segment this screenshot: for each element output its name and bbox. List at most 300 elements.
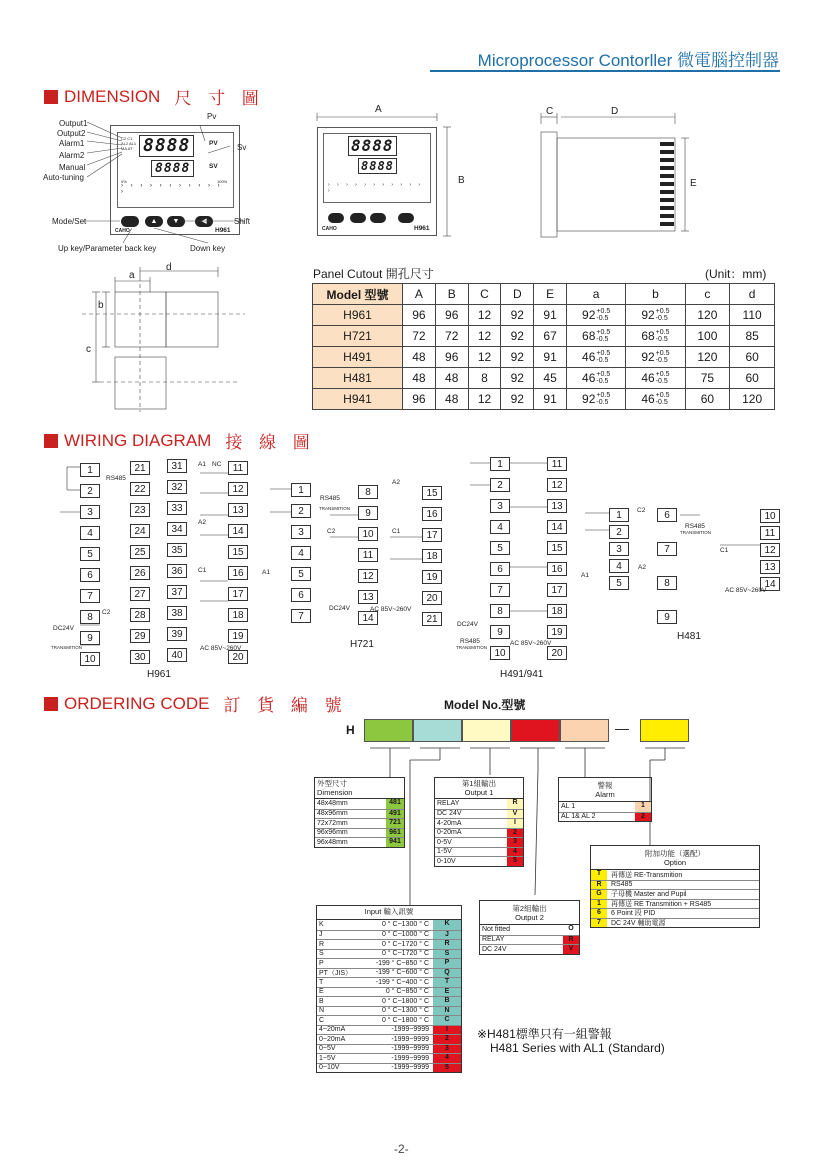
code-letter: 1 <box>635 802 651 812</box>
code-letter: 7 <box>591 919 607 928</box>
option-code-table: 附加功能（選配） Option T 再傳送 RE-Transmition R RS485 G 子母機 Master and Pupil 1 再傳送 RE Transmition + RS485 6 6 Point 段 PID 7 DC 24V 輔助電源 <box>590 845 760 928</box>
terminal: 8 <box>490 604 510 618</box>
code-desc: P <box>319 959 324 967</box>
table-header-row: Model 型號 A B C D E a b c d <box>313 284 775 305</box>
wiring-tag-rs485: RS485 <box>320 495 340 502</box>
tolerance: +0.5 -0.5 <box>655 350 670 365</box>
terminal: 4 <box>609 559 629 573</box>
code-letter: I <box>507 819 523 828</box>
led-labels: C2 C1 AL2 AL1 MA AT <box>121 136 137 151</box>
side-dimension-diagram <box>535 104 705 244</box>
code-desc: 0~10V <box>319 1064 340 1072</box>
up-key[interactable]: ▲ <box>145 216 163 227</box>
wiring-tag-dc24v: DC24V <box>329 605 350 612</box>
wiring-model-label: H721 <box>350 639 374 650</box>
model-cell: H491 <box>313 347 403 368</box>
terminal: 6 <box>490 562 510 576</box>
label-down-key: Down key <box>190 244 226 253</box>
code-letter: Q <box>433 969 461 978</box>
cell-b: 46 +0.5 -0.5 <box>626 368 685 389</box>
model-cell: H961 <box>313 305 403 326</box>
code-desc: 0~5V <box>319 1045 336 1053</box>
dim-a-small-label: a <box>129 270 135 281</box>
cell-E: 91 <box>534 347 567 368</box>
code-letter: K <box>433 920 461 930</box>
terminal: 2 <box>490 478 510 492</box>
label-output1: Output1 <box>59 119 88 128</box>
code-letter: 3 <box>507 838 523 847</box>
terminal: 30 <box>130 650 150 664</box>
code-range: 0 ° C~1720 ° C <box>381 950 429 958</box>
terminal: 12 <box>547 478 567 492</box>
code-desc: 再傳送 RE Transmition + RS485 <box>611 900 712 908</box>
cell-d: 85 <box>730 326 775 347</box>
code-range: -1999~9999 <box>391 1035 429 1043</box>
code-range: -1999~9999 <box>391 1045 429 1053</box>
tolerance: +0.5 -0.5 <box>655 308 670 323</box>
code-letter: 4 <box>507 848 523 857</box>
dim-c-label: C <box>546 106 554 117</box>
section-title-wiring: WIRING DIAGRAM 接 線 圖 <box>44 428 316 453</box>
cell-B: 72 <box>435 326 468 347</box>
terminal: 13 <box>760 560 780 574</box>
label-up-key: Up key/Parameter back key <box>58 244 157 253</box>
code-letter: 941 <box>386 838 404 847</box>
code-range: -199 ° C~850 ° C <box>375 959 429 967</box>
model-cell: H481 <box>313 368 403 389</box>
terminal: 40 <box>167 648 187 662</box>
code-row <box>591 870 759 880</box>
code-desc: 96x48mm <box>317 838 348 846</box>
label-auto-tuning: Auto-tuning <box>43 173 84 182</box>
wiring-tag-transmition: TRANSMITION <box>319 506 350 511</box>
wiring-tag-c1: C1 <box>198 567 207 574</box>
code-desc: DC 24V <box>437 810 462 818</box>
dim-b-small-label: b <box>98 300 104 311</box>
section-marker <box>44 434 58 448</box>
model-cell: H721 <box>313 326 403 347</box>
cell-a: 92 +0.5 -0.5 <box>566 305 625 326</box>
dim-e-label: E <box>690 178 697 189</box>
wiring-tag-transmition: TRANSMITION <box>456 645 487 650</box>
terminal: 3 <box>80 505 100 519</box>
brand-logo: CAHO <box>115 228 130 234</box>
code-range: -1999~9999 <box>391 1026 429 1034</box>
cell-C: 8 <box>468 368 501 389</box>
wiring-tag-c1: C1 <box>720 547 729 554</box>
terminal: 1 <box>490 457 510 471</box>
tolerance: +0.5 -0.5 <box>596 350 611 365</box>
code-row <box>317 939 461 949</box>
dim-d-small-label: d <box>166 262 172 273</box>
code-letter: R <box>591 881 607 890</box>
wiring-tag-c2: C2 <box>637 507 646 514</box>
wiring-tag-c1: C1 <box>392 528 401 535</box>
wiring-tag-rs485: RS485 <box>460 638 480 645</box>
terminal: 28 <box>130 608 150 622</box>
pv-display-small: 8888 <box>348 136 397 156</box>
terminal: 20 <box>228 650 248 664</box>
terminal: 29 <box>130 629 150 643</box>
terminal: 12 <box>760 543 780 557</box>
code-letter: 4 <box>433 1054 461 1063</box>
code-row <box>480 935 579 945</box>
terminal: 34 <box>167 522 187 536</box>
code-slot-2 <box>413 719 462 742</box>
terminal: 25 <box>130 545 150 559</box>
page-header-title: Microprocessor Contorller 微電腦控制器 <box>477 51 779 70</box>
code-desc: R <box>319 940 325 948</box>
wiring-tag-ac: AC 85V~260V <box>200 645 242 652</box>
label-pv: Pv <box>207 112 217 121</box>
terminal: 9 <box>490 625 510 639</box>
code-letter: R <box>507 799 523 809</box>
wiring-tag-a1: A1 <box>262 569 270 576</box>
tolerance: +0.5 -0.5 <box>596 329 611 344</box>
terminal: 9 <box>80 631 100 645</box>
terminal: 9 <box>358 506 378 520</box>
cell-A: 96 <box>403 389 436 410</box>
wiring-tag-a2: A2 <box>198 519 206 526</box>
terminal: 12 <box>358 569 378 583</box>
section-title-dimension: DIMENSION 尺 寸 圖 <box>44 84 265 109</box>
terminal: 2 <box>609 525 629 539</box>
code-letter: 2 <box>635 813 651 822</box>
cell-A: 96 <box>403 305 436 326</box>
terminal: 7 <box>291 609 311 623</box>
cell-a: 68 +0.5 -0.5 <box>566 326 625 347</box>
code-row <box>317 1025 461 1035</box>
front-dimension-diagram <box>312 100 482 240</box>
cell-C: 12 <box>468 347 501 368</box>
code-letter: O <box>563 925 579 935</box>
code-row <box>317 949 461 959</box>
code-letter: 481 <box>386 799 404 809</box>
wiring-tag-rs485: RS485 <box>685 523 705 530</box>
code-letter: J <box>433 931 461 940</box>
model-cell: H941 <box>313 389 403 410</box>
terminal: 5 <box>490 541 510 555</box>
tolerance: +0.5 -0.5 <box>655 392 670 407</box>
code-desc: 4~20mA <box>319 1026 346 1034</box>
code-row <box>317 1063 461 1073</box>
code-desc: T <box>319 978 324 986</box>
terminal: 10 <box>80 652 100 666</box>
code-desc: J <box>319 931 323 939</box>
code-row <box>435 799 523 809</box>
panel-cutout-table <box>312 283 775 410</box>
model-label: H961 <box>215 227 231 234</box>
terminal: 3 <box>490 499 510 513</box>
code-letter: 5 <box>507 857 523 866</box>
note-chinese: ※H481標準只有一組警報 <box>477 1027 612 1041</box>
code-row <box>317 987 461 997</box>
code-desc: 72x72mm <box>317 819 348 827</box>
code-row <box>317 1015 461 1025</box>
terminal: 5 <box>291 567 311 581</box>
terminal: 20 <box>547 646 567 660</box>
cell-d: 60 <box>730 368 775 389</box>
code-range: -1999~9999 <box>391 1064 429 1072</box>
cell-C: 12 <box>468 326 501 347</box>
code-desc: K <box>319 921 324 929</box>
sv-display-small: 8888 <box>358 158 397 174</box>
code-desc: 0~20mA <box>319 1035 346 1043</box>
cell-E: 91 <box>534 389 567 410</box>
terminal: 13 <box>547 499 567 513</box>
code-row <box>317 930 461 940</box>
label-output2: Output2 <box>57 129 86 138</box>
input-code-table: Input 輸入訊號 K 0 ° C~1300 ° C K J 0 ° C~1000 ° C J R 0 ° C~1720 ° C R S 0 ° C~1720 ° C S P -199 ° C~850 ° C P PT（JIS） -199 ° C~600 ° C Q T -199 ° C~400 ° C T E 0 ° C~850 ° C E B 0 ° C~1800 ° C B N 0 ° C~1300 ° C N C 0 ° C~1800 ° C C 4~20mA -1999~9999 I 0~20mA -1999~9999 2 0~5V -1999~9999 3 1~5V -1999~9999 4 0~10V -1999~9999 5 <box>316 905 462 1073</box>
code-desc: 1-5V <box>437 848 452 856</box>
tolerance: +0.5 -0.5 <box>596 371 611 386</box>
terminal: 19 <box>228 629 248 643</box>
terminal: 18 <box>228 608 248 622</box>
terminal: 17 <box>422 528 442 542</box>
cell-C: 12 <box>468 305 501 326</box>
cell-d: 120 <box>730 389 775 410</box>
cell-b: 46 +0.5 -0.5 <box>626 389 685 410</box>
code-row <box>315 828 404 838</box>
tolerance: +0.5 -0.5 <box>596 308 611 323</box>
code-row <box>435 809 523 819</box>
sv-display: 8888 <box>151 160 194 177</box>
code-letter: 2 <box>433 1035 461 1044</box>
terminal: 8 <box>657 576 677 590</box>
terminal: 10 <box>358 527 378 541</box>
terminal: 4 <box>291 546 311 560</box>
dim-a-label: A <box>375 104 382 115</box>
label-sv: Sv <box>237 143 247 152</box>
code-letter: T <box>591 870 607 880</box>
cell-E: 91 <box>534 305 567 326</box>
cell-d: 60 <box>730 347 775 368</box>
code-letter: 5 <box>433 1064 461 1073</box>
section-marker <box>44 697 58 711</box>
label-alarm2: Alarm2 <box>59 151 85 160</box>
code-row <box>480 925 579 935</box>
code-range: -1999~9999 <box>391 1054 429 1062</box>
code-desc: 1~5V <box>319 1054 336 1062</box>
terminal: 7 <box>490 583 510 597</box>
code-letter: 2 <box>507 829 523 838</box>
cell-A: 48 <box>403 347 436 368</box>
note-english: H481 Series with AL1 (Standard) <box>490 1041 665 1055</box>
code-slot-option <box>640 719 689 742</box>
code-range: -199 ° C~600 ° C <box>375 969 429 977</box>
terminal: 2 <box>80 484 100 498</box>
code-desc: RS485 <box>611 881 633 889</box>
code-row <box>435 818 523 828</box>
code-slot-5 <box>560 719 609 742</box>
code-desc: RELAY <box>437 800 460 808</box>
terminal: 13 <box>358 590 378 604</box>
code-desc: 6 Point 段 PID <box>611 910 656 918</box>
wiring-tag-ac: AC 85V~260V <box>370 606 412 613</box>
cell-E: 67 <box>534 326 567 347</box>
code-range: 0 ° C~1800 ° C <box>381 1016 429 1024</box>
wiring-tag-ac: AC 85V~260V <box>725 587 767 594</box>
tolerance: +0.5 -0.5 <box>655 329 670 344</box>
terminal: 11 <box>760 526 780 540</box>
code-row <box>435 847 523 857</box>
code-letter: 1 <box>591 900 607 909</box>
terminal: 18 <box>547 604 567 618</box>
code-row <box>591 889 759 899</box>
code-range: 0 ° C~1800 ° C <box>381 997 429 1005</box>
terminal: 17 <box>547 583 567 597</box>
terminal: 17 <box>228 587 248 601</box>
code-desc: 再傳送 RE-Transmition <box>611 871 683 879</box>
header-rule <box>430 70 780 72</box>
cell-B: 48 <box>435 368 468 389</box>
tolerance: +0.5 -0.5 <box>596 392 611 407</box>
code-row <box>315 818 404 828</box>
code-desc: DC 24V <box>482 945 507 953</box>
code-desc: C <box>319 1016 325 1024</box>
down-key[interactable]: ▼ <box>167 216 185 227</box>
cell-b: 92 +0.5 -0.5 <box>626 305 685 326</box>
terminal: 1 <box>609 508 629 522</box>
dim-d-label: D <box>611 106 619 117</box>
code-row <box>315 809 404 819</box>
code-desc: 0-10V <box>437 857 456 865</box>
terminal: 27 <box>130 587 150 601</box>
table-row <box>313 389 775 410</box>
cell-B: 96 <box>435 347 468 368</box>
wiring-tag-a2: A2 <box>392 479 400 486</box>
code-desc: 0-5V <box>437 838 452 846</box>
code-row <box>317 977 461 987</box>
code-row <box>559 812 651 822</box>
pv-display: 8888 <box>139 135 194 157</box>
label-mode-set: Mode/Set <box>52 217 87 226</box>
page-number: -2- <box>394 1142 409 1156</box>
code-range: 0 ° C~850 ° C <box>385 988 429 996</box>
cell-B: 96 <box>435 305 468 326</box>
wiring-tag-dc24v: DC24V <box>53 625 74 632</box>
code-row <box>317 1053 461 1063</box>
code-range: 0 ° C~1720 ° C <box>381 940 429 948</box>
wiring-tag-a1: A1 <box>198 461 206 468</box>
cell-a: 92 +0.5 -0.5 <box>566 389 625 410</box>
code-desc: DC 24V 輔助電源 <box>611 919 666 927</box>
terminal: 16 <box>228 566 248 580</box>
table-row <box>313 347 775 368</box>
wiring-tag-a2: A2 <box>638 564 646 571</box>
wiring-tag-a1: A1 <box>581 572 589 579</box>
cell-D: 92 <box>501 305 534 326</box>
terminal: 31 <box>167 459 187 473</box>
terminal: 11 <box>228 461 248 475</box>
code-letter: 721 <box>386 819 404 828</box>
terminal: 14 <box>547 520 567 534</box>
code-range: 0 ° C~1300 ° C <box>381 1007 429 1015</box>
wiring-tag-c2: C2 <box>102 609 111 616</box>
terminal: 7 <box>80 589 100 603</box>
wiring-tag-rs485: RS485 <box>106 475 126 482</box>
code-letter: T <box>433 978 461 987</box>
code-row <box>480 944 579 954</box>
terminal: 21 <box>130 461 150 475</box>
code-desc: 4-20mA <box>437 819 462 827</box>
terminal: 19 <box>422 570 442 584</box>
code-range: 0 ° C~1000 ° C <box>381 931 429 939</box>
wiring-diagrams <box>40 455 800 685</box>
cell-a: 46 +0.5 -0.5 <box>566 347 625 368</box>
code-desc: RELAY <box>482 936 505 944</box>
section-title-ordering: ORDERING CODE 訂 貨 編 號 <box>44 691 348 716</box>
wiring-lines <box>40 455 800 685</box>
code-slot-1 <box>364 719 413 742</box>
cell-c: 120 <box>685 347 730 368</box>
dim-b-label: B <box>458 175 465 186</box>
cell-D: 92 <box>501 389 534 410</box>
terminal: 33 <box>167 501 187 515</box>
label-shift: Shift <box>234 217 251 226</box>
code-desc: PT（JIS） <box>319 969 353 977</box>
terminal: 9 <box>657 610 677 624</box>
terminal: 6 <box>291 588 311 602</box>
terminal: 16 <box>422 507 442 521</box>
code-row <box>317 1034 461 1044</box>
code-row <box>317 958 461 968</box>
output1-code-table: 第1組輸出 Output 1 RELAY R DC 24V V 4-20mA I 0-20mA 2 0-5V 3 1-5V 4 0-10V 5 <box>434 777 524 867</box>
terminal: 15 <box>228 545 248 559</box>
code-desc: Not fitted <box>482 926 511 934</box>
shift-key[interactable]: ◀ <box>195 216 213 227</box>
code-slot-4 <box>511 719 560 742</box>
panel-cutout-title: Panel Cutout 開孔尺寸 <box>313 267 434 281</box>
terminal: 5 <box>609 576 629 590</box>
terminal: 3 <box>609 542 629 556</box>
terminal: 23 <box>130 503 150 517</box>
cell-A: 48 <box>403 368 436 389</box>
code-range: 0 ° C~1300 ° C <box>381 921 429 929</box>
code-desc: E <box>319 988 324 996</box>
terminal: 2 <box>291 504 311 518</box>
front-panel-diagram <box>40 108 280 258</box>
terminal: 8 <box>358 485 378 499</box>
cell-b: 92 +0.5 -0.5 <box>626 347 685 368</box>
code-letter: 491 <box>386 810 404 819</box>
code-row <box>317 1006 461 1016</box>
wiring-model-label: H481 <box>677 631 701 642</box>
terminal: 7 <box>657 542 677 556</box>
tolerance: +0.5 -0.5 <box>655 371 670 386</box>
code-range: -199 ° C~400 ° C <box>375 978 429 986</box>
terminal: 15 <box>422 486 442 500</box>
cell-D: 92 <box>501 368 534 389</box>
controller-front-small: 8888 8888 › › › › › › › › › › › › CAHO H961 <box>317 127 437 236</box>
label-manual: Manual <box>59 163 86 172</box>
panel-cutout-drawing <box>80 262 250 412</box>
terminal: 32 <box>167 480 187 494</box>
wiring-tag-nc: NC <box>212 461 222 468</box>
wiring-model-label: H961 <box>147 669 171 680</box>
terminal: 36 <box>167 564 187 578</box>
cell-C: 12 <box>468 389 501 410</box>
model-no-label: Model No.型號 <box>444 698 526 712</box>
terminal: 19 <box>547 625 567 639</box>
code-row <box>435 856 523 866</box>
bar-left-label: 0% <box>121 179 127 184</box>
terminal: 35 <box>167 543 187 557</box>
terminal: 1 <box>291 483 311 497</box>
terminal: 10 <box>760 509 780 523</box>
terminal: 22 <box>130 482 150 496</box>
code-row <box>591 918 759 928</box>
